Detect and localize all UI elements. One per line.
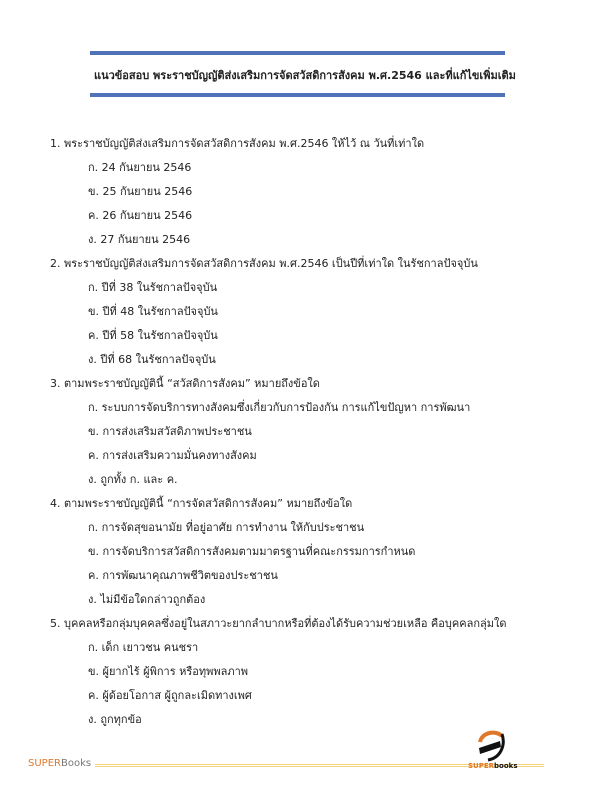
option: ค. ปีที่ 58 ในรัชกาลปัจจุบัน bbox=[88, 329, 218, 342]
title-top-rule bbox=[90, 51, 505, 55]
superbooks-logo bbox=[468, 728, 518, 772]
option: ข. ปีที่ 48 ในรัชกาลปัจจุบัน bbox=[88, 305, 218, 318]
logo-text-books: books bbox=[494, 762, 518, 770]
question-1 bbox=[50, 132, 570, 252]
option: ข. การส่งเสริมสวัสดิภาพประชาชน bbox=[88, 425, 252, 438]
option: ง. ปีที่ 68 ในรัชกาลปัจจุบัน bbox=[88, 353, 216, 366]
question-2 bbox=[50, 252, 570, 372]
option: ง. ไม่มีข้อใดกล่าวถูกต้อง bbox=[88, 593, 206, 606]
logo-swirl-icon bbox=[476, 728, 506, 762]
option: ข. 25 กันยายน 2546 bbox=[88, 185, 193, 198]
option: ก. เด็ก เยาวชน คนชรา bbox=[88, 641, 199, 654]
question-text: 4. ตามพระราชบัญญัตินี้ “การจัดสวัสดิการสังคม” หมายถึงข้อใด bbox=[50, 497, 353, 510]
option: ค. 26 กันยายน 2546 bbox=[88, 209, 193, 222]
question-text: 5. บุคคลหรือกลุ่มบุคคลซึ่งอยู่ในสภาวะยากลำบากหรือที่ต้องได้รับความช่วยเหลือ คือบุคคลกลุ่มใด bbox=[50, 617, 507, 630]
question-4 bbox=[50, 492, 570, 612]
question-text: 1. พระราชบัญญัติส่งเสริมการจัดสวัสดิการสังคม พ.ศ.2546 ให้ไว้ ณ วันที่เท่าใด bbox=[50, 137, 425, 150]
question-text: 2. พระราชบัญญัติส่งเสริมการจัดสวัสดิการสังคม พ.ศ.2546 เป็นปีที่เท่าใด ในรัชกาลปัจจุบัน bbox=[50, 257, 478, 270]
option: ก. ระบบการจัดบริการทางสังคมซึ่งเกี่ยวกับการป้องกัน การแก้ไขปัญหา การพัฒนา bbox=[88, 401, 471, 414]
option: ข. ผู้ยากไร้ ผู้พิการ หรือทุพพลภาพ bbox=[88, 665, 249, 678]
logo-text-super: SUPER bbox=[468, 762, 495, 770]
option: ก. 24 กันยายน 2546 bbox=[88, 161, 192, 174]
footer-brand-super: SUPER bbox=[28, 757, 61, 769]
option: ง. ถูกทั้ง ก. และ ค. bbox=[88, 473, 178, 486]
question-3 bbox=[50, 372, 570, 492]
title-bottom-rule bbox=[90, 93, 505, 97]
option: ค. การส่งเสริมความมั่นคงทางสังคม bbox=[88, 449, 257, 462]
question-5 bbox=[50, 612, 570, 732]
question-list bbox=[50, 132, 570, 732]
option: ค. ผู้ด้อยโอกาส ผู้ถูกละเมิดทางเพศ bbox=[88, 689, 252, 702]
option: ง. ถูกทุกข้อ bbox=[88, 713, 142, 726]
question-text: 3. ตามพระราชบัญญัตินี้ “สวัสดิการสังคม” หมายถึงข้อใด bbox=[50, 377, 320, 390]
footer-brand-books: Books bbox=[60, 757, 92, 769]
option: ง. 27 กันยายน 2546 bbox=[88, 233, 191, 246]
option: ก. การจัดสุขอนามัย ที่อยู่อาศัย การทำงาน ให้กับประชาชน bbox=[88, 521, 365, 534]
option: ค. การพัฒนาคุณภาพชีวิตของประชาชน bbox=[88, 569, 278, 582]
option: ข. การจัดบริการสวัสดิการสังคมตามมาตรฐานที่คณะกรรมการกำหนด bbox=[88, 545, 416, 558]
page-title: แนวข้อสอบ พระราชบัญญัติส่งเสริมการจัดสวัสดิการสังคม พ.ศ.2546 และที่แก้ไขเพิ่มเติม bbox=[94, 69, 516, 82]
option: ก. ปีที่ 38 ในรัชกาลปัจจุบัน bbox=[88, 281, 218, 294]
